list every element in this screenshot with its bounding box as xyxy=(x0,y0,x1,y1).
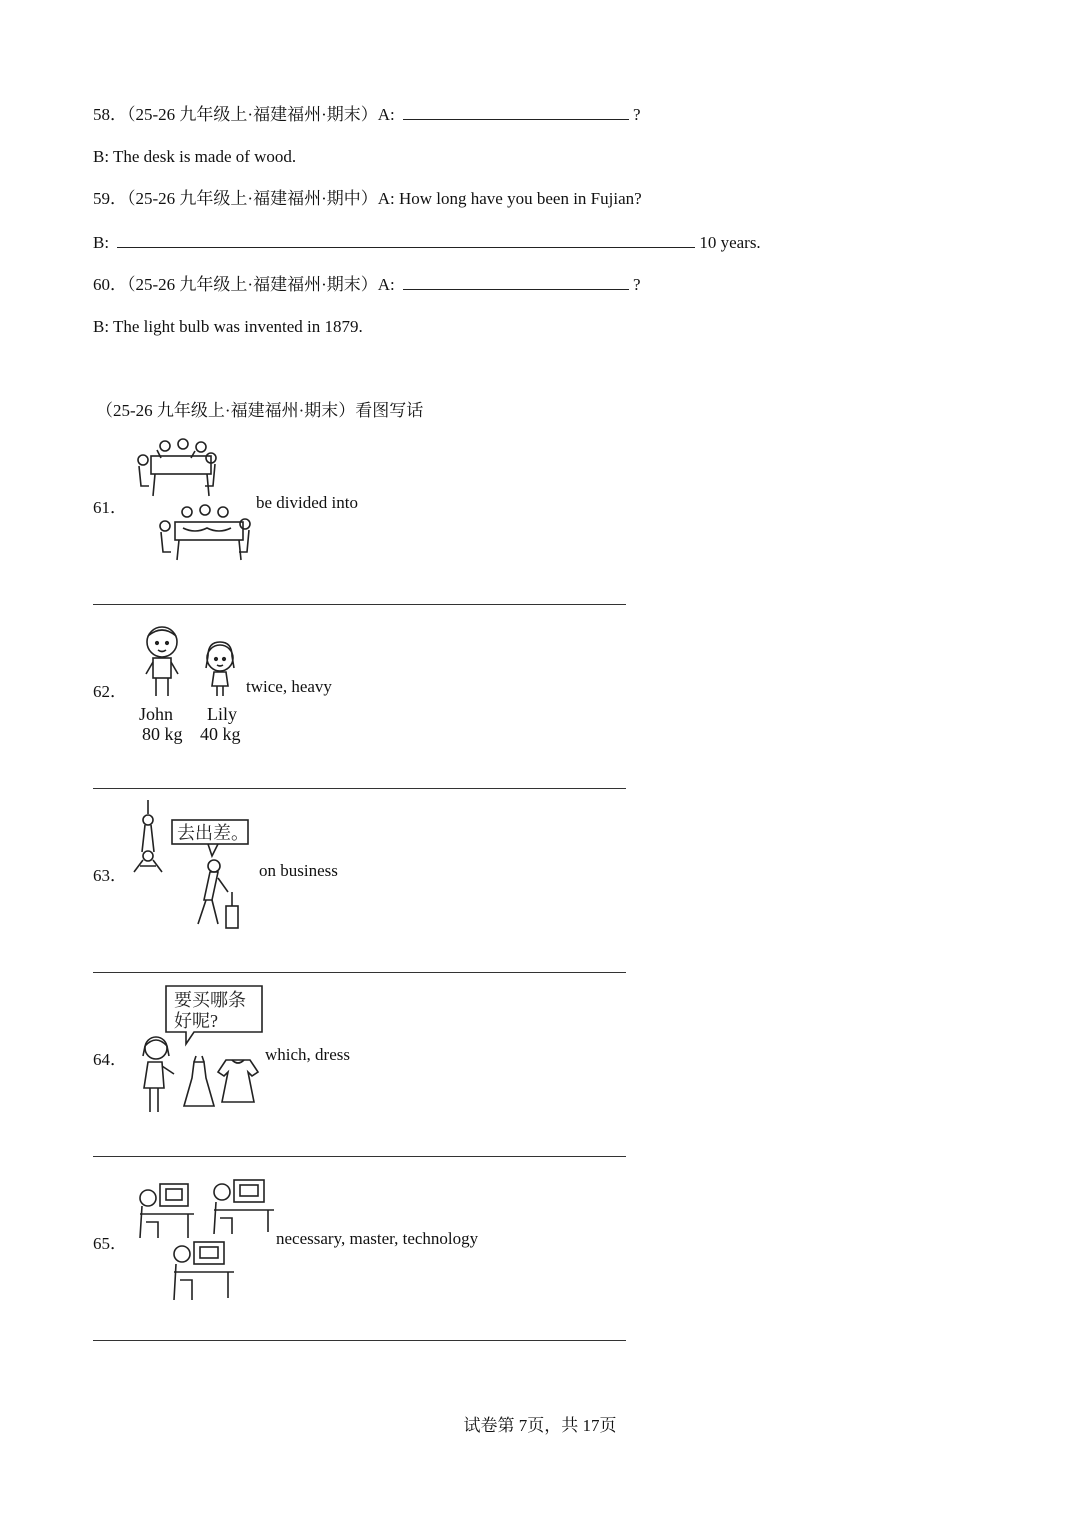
computer-learning-picture xyxy=(134,1176,278,1306)
lily-name-label: Lily xyxy=(207,704,237,724)
lily-weight-label: 40 kg xyxy=(200,724,241,744)
question-number: 60 xyxy=(93,275,110,294)
question-61-number: 61． xyxy=(93,498,127,517)
answer-58: B: The desk is made of wood. xyxy=(93,147,297,166)
speaker-b-label: B: xyxy=(93,233,110,252)
page-footer: 试卷第 7页，共 17页 xyxy=(463,1416,617,1435)
question-number: 59 xyxy=(93,189,110,208)
answer-line-63[interactable] xyxy=(93,972,626,973)
speaker-a-label: A: xyxy=(377,105,395,124)
question-source: （25-26 九年级上·福建福州·期末） xyxy=(127,105,378,124)
bubble-text-line1: 要买哪条 xyxy=(174,990,246,1010)
group-discussion-picture xyxy=(135,438,253,564)
question-62-number: 62． xyxy=(93,682,127,701)
question-mark: ? xyxy=(632,275,641,294)
john-name-label: John xyxy=(139,704,174,724)
bubble-text: 去出差。 xyxy=(177,823,249,843)
answer-blank[interactable] xyxy=(403,103,629,120)
question-61-hint: be divided into xyxy=(256,493,358,512)
question-60: 60．（25-26 九年级上·福建福州·期末）A: ? xyxy=(93,275,641,294)
question-62-hint: twice, heavy xyxy=(246,677,332,696)
question-source: （25-26 九年级上·福建福州·期中） xyxy=(127,189,378,208)
section-title: （25-26 九年级上·福建福州·期末）看图写话 xyxy=(96,401,424,420)
question-number: 58 xyxy=(93,105,110,124)
answer-line-62[interactable] xyxy=(93,788,626,789)
answer-line-65[interactable] xyxy=(93,1340,626,1341)
speaker-a-label: A: xyxy=(377,275,395,294)
answer-60: B: The light bulb was invented in 1879. xyxy=(93,317,363,336)
answer-blank[interactable] xyxy=(403,273,629,290)
business-trip-picture xyxy=(132,800,256,934)
question-64-hint: which, dress xyxy=(265,1045,350,1064)
question-mark: ? xyxy=(632,105,641,124)
john-weight-label: 80 kg xyxy=(142,724,183,744)
question-64-number: 64． xyxy=(93,1050,127,1069)
question-65-hint: necessary, master, technology xyxy=(276,1229,479,1248)
question-63-hint: on business xyxy=(259,861,338,880)
question-65-number: 65． xyxy=(93,1234,127,1253)
question-source: （25-26 九年级上·福建福州·期末） xyxy=(127,275,378,294)
question-63-number: 63． xyxy=(93,866,127,885)
answer-blank[interactable] xyxy=(117,231,695,248)
answer-tail: 10 years. xyxy=(699,233,761,252)
answer-59 xyxy=(93,231,761,254)
bubble-text-line2: 好呢? xyxy=(174,1011,218,1031)
choosing-dress-picture xyxy=(134,982,266,1116)
question-58: 58．（25-26 九年级上·福建福州·期末）A: ? xyxy=(93,105,641,124)
answer-line-64[interactable] xyxy=(93,1156,626,1157)
answer-line-61[interactable] xyxy=(93,604,626,605)
question-59: 59．（25-26 九年级上·福建福州·期中）A: How long have you been in Fujian? xyxy=(93,189,642,208)
speaker-a-text: A: How long have you been in Fujian? xyxy=(377,189,642,208)
